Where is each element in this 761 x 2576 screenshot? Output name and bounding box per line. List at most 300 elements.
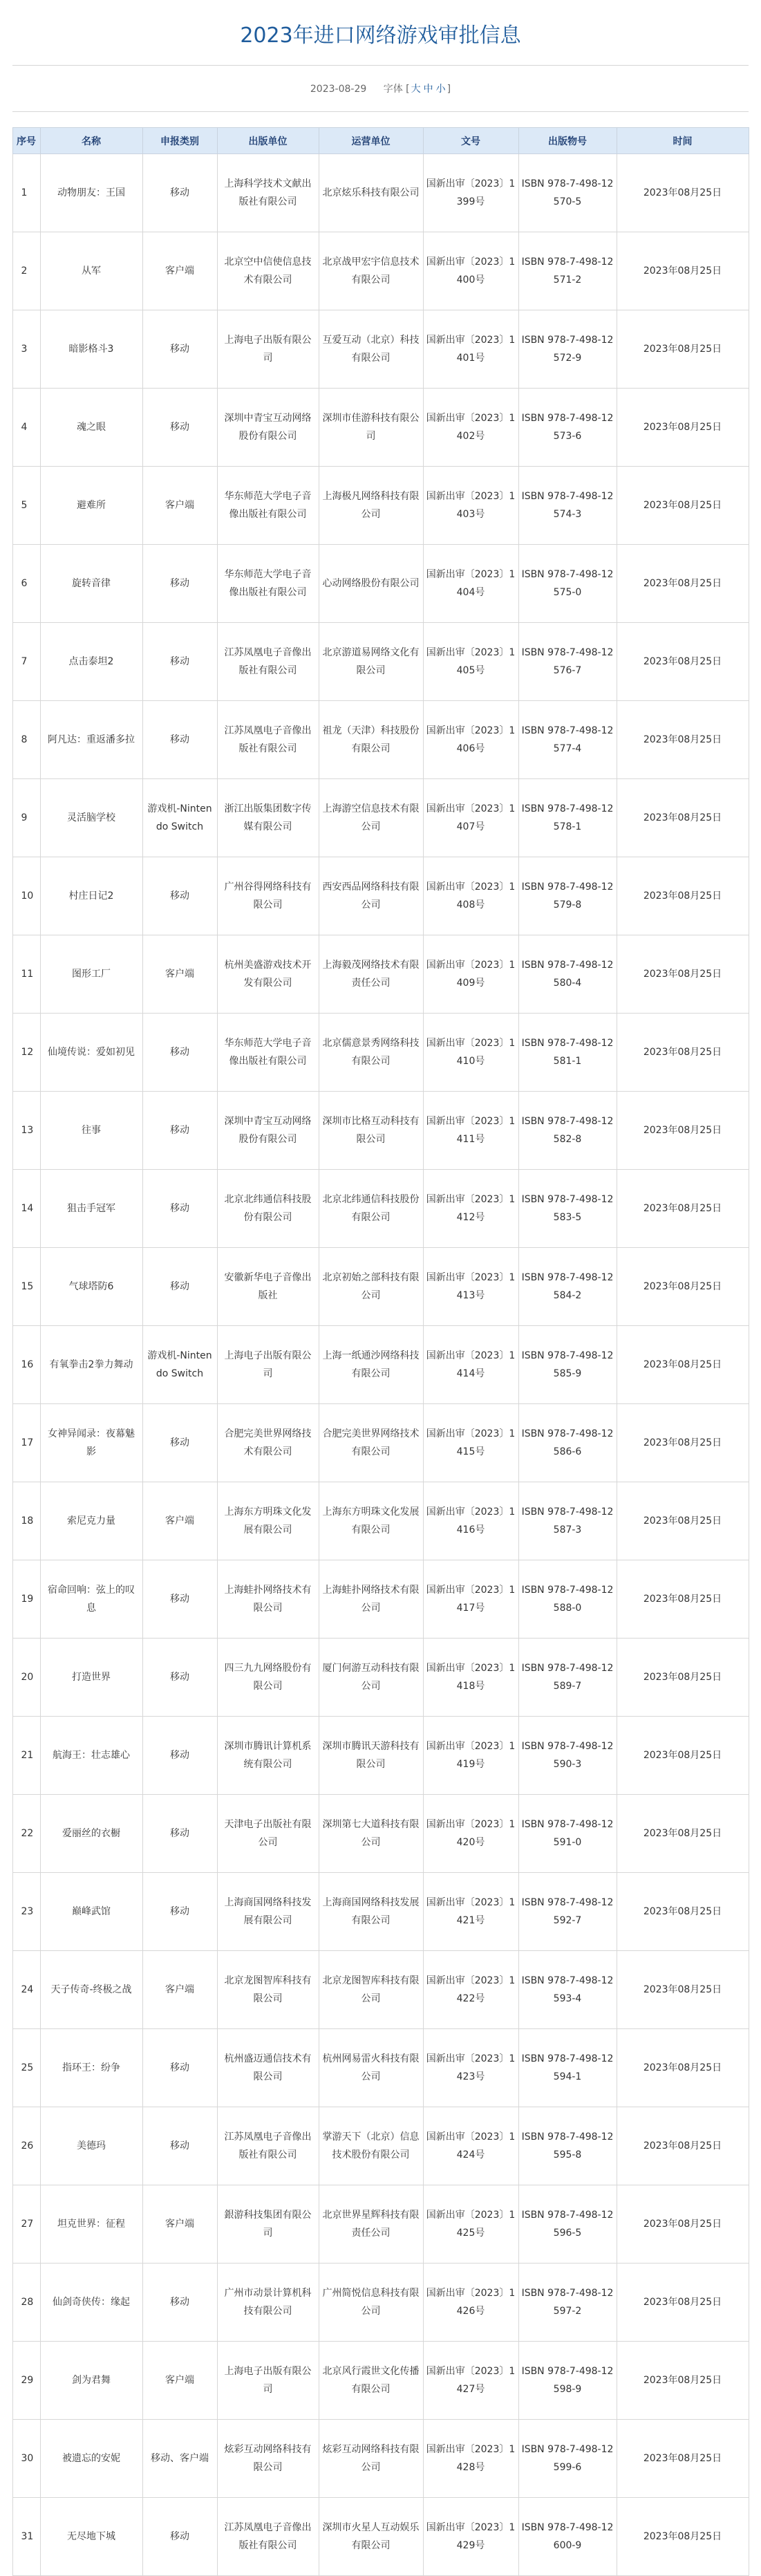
cell-category: 客户端 <box>142 467 217 545</box>
cell-doc-number: 国新出审〔2023〕1411号 <box>423 1092 518 1170</box>
cell-category: 客户端 <box>142 232 217 310</box>
cell-index: 4 <box>12 389 40 467</box>
cell-doc-number: 国新出审〔2023〕1408号 <box>423 857 518 935</box>
cell-isbn: ISBN 978-7-498-12571-2 <box>518 232 617 310</box>
cell-doc-number: 国新出审〔2023〕1402号 <box>423 389 518 467</box>
table-row <box>12 857 749 935</box>
cell-doc-number: 国新出审〔2023〕1421号 <box>423 1873 518 1951</box>
cell-category: 移动 <box>142 1170 217 1248</box>
cell-operator: 深圳市腾讯天游科技有限公司 <box>319 1717 423 1795</box>
cell-game-name: 航海王：壮志雄心 <box>40 1717 142 1795</box>
cell-index: 9 <box>12 779 40 857</box>
cell-operator: 北京北纬通信科技股份有限公司 <box>319 1170 423 1248</box>
cell-doc-number: 国新出审〔2023〕1404号 <box>423 545 518 623</box>
cell-game-name: 灵活脑学校 <box>40 779 142 857</box>
cell-isbn: ISBN 978-7-498-12592-7 <box>518 1873 617 1951</box>
cell-game-name: 点击泰坦2 <box>40 623 142 701</box>
col-header-date: 时间 <box>617 128 749 154</box>
bracket-open: [ <box>406 84 410 95</box>
cell-doc-number: 国新出审〔2023〕1424号 <box>423 2107 518 2185</box>
table-row <box>12 1326 749 1404</box>
cell-index: 28 <box>12 2264 40 2342</box>
approval-table <box>12 127 749 2576</box>
cell-isbn: ISBN 978-7-498-12579-8 <box>518 857 617 935</box>
cell-doc-number: 国新出审〔2023〕1400号 <box>423 232 518 310</box>
cell-publisher: 杭州盛迈通信技术有限公司 <box>217 2029 319 2107</box>
cell-operator: 北京儒意景秀网络科技有限公司 <box>319 1014 423 1092</box>
cell-category: 移动 <box>142 154 217 232</box>
cell-publisher: 上海东方明珠文化发展有限公司 <box>217 1482 319 1560</box>
cell-publisher: 四三九九网络股份有限公司 <box>217 1639 319 1717</box>
cell-index: 11 <box>12 935 40 1014</box>
cell-operator: 上海一纸通沙网络科技有限公司 <box>319 1326 423 1404</box>
cell-game-name: 阿凡达：重返潘多拉 <box>40 701 142 779</box>
cell-date: 2023年08月25日 <box>617 2264 749 2342</box>
cell-isbn: ISBN 978-7-498-12597-2 <box>518 2264 617 2342</box>
cell-date: 2023年08月25日 <box>617 857 749 935</box>
cell-isbn: ISBN 978-7-498-12572-9 <box>518 310 617 389</box>
cell-game-name: 被遗忘的安妮 <box>40 2420 142 2498</box>
cell-date: 2023年08月25日 <box>617 154 749 232</box>
cell-index: 5 <box>12 467 40 545</box>
cell-doc-number: 国新出审〔2023〕1414号 <box>423 1326 518 1404</box>
cell-doc-number: 国新出审〔2023〕1412号 <box>423 1170 518 1248</box>
table-row <box>12 2107 749 2185</box>
cell-date: 2023年08月25日 <box>617 1560 749 1639</box>
cell-category: 移动 <box>142 1873 217 1951</box>
table-row <box>12 1639 749 1717</box>
cell-publisher: 上海电子出版有限公司 <box>217 2342 319 2420</box>
table-row <box>12 1404 749 1482</box>
table-row <box>12 2498 749 2576</box>
cell-game-name: 剑为君舞 <box>40 2342 142 2420</box>
cell-publisher: 上海科学技术文献出版社有限公司 <box>217 154 319 232</box>
table-row <box>12 2420 749 2498</box>
cell-category: 客户端 <box>142 2342 217 2420</box>
cell-game-name: 往事 <box>40 1092 142 1170</box>
cell-isbn: ISBN 978-7-498-12599-6 <box>518 2420 617 2498</box>
cell-date: 2023年08月25日 <box>617 701 749 779</box>
cell-category: 移动 <box>142 1248 217 1326</box>
cell-category: 移动、客户端 <box>142 2420 217 2498</box>
table-row <box>12 1092 749 1170</box>
cell-operator: 北京游道易网络文化有限公司 <box>319 623 423 701</box>
cell-doc-number: 国新出审〔2023〕1427号 <box>423 2342 518 2420</box>
cell-isbn: ISBN 978-7-498-12583-5 <box>518 1170 617 1248</box>
cell-index: 8 <box>12 701 40 779</box>
cell-game-name: 村庄日记2 <box>40 857 142 935</box>
title-divider <box>12 65 749 66</box>
cell-doc-number: 国新出审〔2023〕1416号 <box>423 1482 518 1560</box>
cell-operator: 杭州网易雷火科技有限公司 <box>319 2029 423 2107</box>
cell-publisher: 江苏凤凰电子音像出版社有限公司 <box>217 623 319 701</box>
cell-index: 15 <box>12 1248 40 1326</box>
cell-index: 31 <box>12 2498 40 2576</box>
cell-category: 移动 <box>142 2107 217 2185</box>
cell-publisher: 合肥完美世界网络技术有限公司 <box>217 1404 319 1482</box>
cell-date: 2023年08月25日 <box>617 2185 749 2264</box>
cell-date: 2023年08月25日 <box>617 1482 749 1560</box>
cell-index: 16 <box>12 1326 40 1404</box>
cell-category: 游戏机-Nintendo Switch <box>142 1326 217 1404</box>
cell-date: 2023年08月25日 <box>617 935 749 1014</box>
cell-operator: 互爱互动（北京）科技有限公司 <box>319 310 423 389</box>
table-row <box>12 2029 749 2107</box>
cell-index: 20 <box>12 1639 40 1717</box>
cell-index: 13 <box>12 1092 40 1170</box>
cell-date: 2023年08月25日 <box>617 1873 749 1951</box>
cell-game-name: 旋转音律 <box>40 545 142 623</box>
cell-index: 17 <box>12 1404 40 1482</box>
cell-operator: 掌游天下（北京）信息技术股份有限公司 <box>319 2107 423 2185</box>
cell-index: 19 <box>12 1560 40 1639</box>
cell-publisher: 上海电子出版有限公司 <box>217 1326 319 1404</box>
cell-index: 10 <box>12 857 40 935</box>
cell-date: 2023年08月25日 <box>617 1248 749 1326</box>
table-row <box>12 545 749 623</box>
cell-doc-number: 国新出审〔2023〕1417号 <box>423 1560 518 1639</box>
cell-game-name: 动物朋友：王国 <box>40 154 142 232</box>
cell-index: 30 <box>12 2420 40 2498</box>
cell-game-name: 魂之眼 <box>40 389 142 467</box>
table-row <box>12 389 749 467</box>
cell-doc-number: 国新出审〔2023〕1419号 <box>423 1717 518 1795</box>
cell-game-name: 狙击手冠军 <box>40 1170 142 1248</box>
cell-date: 2023年08月25日 <box>617 1717 749 1795</box>
page-title: 2023年进口网络游戏审批信息 <box>240 24 521 48</box>
bracket-close: ] <box>447 84 451 95</box>
cell-index: 2 <box>12 232 40 310</box>
cell-index: 12 <box>12 1014 40 1092</box>
cell-category: 客户端 <box>142 935 217 1014</box>
cell-operator: 上海毅茂网络技术有限责任公司 <box>319 935 423 1014</box>
cell-operator: 北京风行霞世文化传播有限公司 <box>319 2342 423 2420</box>
font-size-label: 字体 <box>383 84 403 95</box>
cell-operator: 上海商国网络科技发展有限公司 <box>319 1873 423 1951</box>
cell-publisher: 上海电子出版有限公司 <box>217 310 319 389</box>
cell-publisher: 广州谷得网络科技有限公司 <box>217 857 319 935</box>
cell-game-name: 仙境传说：爱如初见 <box>40 1014 142 1092</box>
cell-date: 2023年08月25日 <box>617 1404 749 1482</box>
cell-isbn: ISBN 978-7-498-12573-6 <box>518 389 617 467</box>
cell-isbn: ISBN 978-7-498-12578-1 <box>518 779 617 857</box>
table-body <box>12 154 749 2576</box>
cell-operator: 上海东方明珠文化发展有限公司 <box>319 1482 423 1560</box>
cell-game-name: 打造世界 <box>40 1639 142 1717</box>
cell-date: 2023年08月25日 <box>617 232 749 310</box>
cell-publisher: 北京龙图智库科技有限公司 <box>217 1951 319 2029</box>
meta-divider <box>12 111 749 112</box>
cell-publisher: 华东师范大学电子音像出版社有限公司 <box>217 545 319 623</box>
cell-index: 22 <box>12 1795 40 1873</box>
cell-index: 18 <box>12 1482 40 1560</box>
cell-publisher: 深圳中青宝互动网络股份有限公司 <box>217 1092 319 1170</box>
cell-operator: 广州简悦信息科技有限公司 <box>319 2264 423 2342</box>
cell-index: 27 <box>12 2185 40 2264</box>
cell-doc-number: 国新出审〔2023〕1422号 <box>423 1951 518 2029</box>
cell-game-name: 爱丽丝的衣橱 <box>40 1795 142 1873</box>
cell-index: 26 <box>12 2107 40 2185</box>
cell-date: 2023年08月25日 <box>617 1795 749 1873</box>
cell-operator: 北京初始之部科技有限公司 <box>319 1248 423 1326</box>
cell-category: 移动 <box>142 2029 217 2107</box>
font-size-medium-link[interactable]: 中 <box>423 84 433 95</box>
table-row <box>12 701 749 779</box>
cell-category: 移动 <box>142 2498 217 2576</box>
col-header-operator: 运营单位 <box>319 128 423 154</box>
cell-isbn: ISBN 978-7-498-12595-8 <box>518 2107 617 2185</box>
cell-isbn: ISBN 978-7-498-12584-2 <box>518 1248 617 1326</box>
cell-isbn: ISBN 978-7-498-12587-3 <box>518 1482 617 1560</box>
cell-game-name: 无尽地下城 <box>40 2498 142 2576</box>
cell-publisher: 深圳市腾讯计算机系统有限公司 <box>217 1717 319 1795</box>
cell-category: 移动 <box>142 1092 217 1170</box>
cell-isbn: ISBN 978-7-498-12598-9 <box>518 2342 617 2420</box>
table-row <box>12 1717 749 1795</box>
cell-doc-number: 国新出审〔2023〕1407号 <box>423 779 518 857</box>
cell-operator: 西安西品网络科技有限公司 <box>319 857 423 935</box>
cell-isbn: ISBN 978-7-498-12580-4 <box>518 935 617 1014</box>
table-row <box>12 1170 749 1248</box>
cell-category: 客户端 <box>142 2185 217 2264</box>
cell-date: 2023年08月25日 <box>617 2342 749 2420</box>
table-row <box>12 154 749 232</box>
cell-operator: 合肥完美世界网络技术有限公司 <box>319 1404 423 1482</box>
table-row <box>12 1014 749 1092</box>
cell-date: 2023年08月25日 <box>617 389 749 467</box>
cell-date: 2023年08月25日 <box>617 2420 749 2498</box>
cell-isbn: ISBN 978-7-498-12575-0 <box>518 545 617 623</box>
cell-operator: 祖龙（天津）科技股份有限公司 <box>319 701 423 779</box>
cell-date: 2023年08月25日 <box>617 1014 749 1092</box>
cell-publisher: 华东师范大学电子音像出版社有限公司 <box>217 467 319 545</box>
cell-publisher: 安徽新华电子音像出版社 <box>217 1248 319 1326</box>
cell-category: 移动 <box>142 857 217 935</box>
cell-category: 移动 <box>142 1795 217 1873</box>
cell-game-name: 索尼克力量 <box>40 1482 142 1560</box>
cell-index: 21 <box>12 1717 40 1795</box>
cell-operator: 深圳第七大道科技有限公司 <box>319 1795 423 1873</box>
cell-publisher: 江苏凤凰电子音像出版社有限公司 <box>217 2498 319 2576</box>
cell-publisher: 銀游科技集团有限公司 <box>217 2185 319 2264</box>
cell-publisher: 炫彩互动网络科技有限公司 <box>217 2420 319 2498</box>
cell-game-name: 避难所 <box>40 467 142 545</box>
cell-index: 1 <box>12 154 40 232</box>
table-header-row <box>12 128 749 154</box>
cell-operator: 心动网络股份有限公司 <box>319 545 423 623</box>
cell-game-name: 有氧拳击2拳力舞动 <box>40 1326 142 1404</box>
cell-date: 2023年08月25日 <box>617 1639 749 1717</box>
cell-doc-number: 国新出审〔2023〕1409号 <box>423 935 518 1014</box>
font-size-control <box>384 84 451 95</box>
table-row <box>12 779 749 857</box>
col-header-publisher: 出版单位 <box>217 128 319 154</box>
cell-operator: 深圳市火星人互动娱乐有限公司 <box>319 2498 423 2576</box>
cell-category: 移动 <box>142 1639 217 1717</box>
cell-isbn: ISBN 978-7-498-12570-5 <box>518 154 617 232</box>
table-row <box>12 1248 749 1326</box>
cell-isbn: ISBN 978-7-498-12576-7 <box>518 623 617 701</box>
col-header-name: 名称 <box>40 128 142 154</box>
cell-doc-number: 国新出审〔2023〕1401号 <box>423 310 518 389</box>
table-row <box>12 2264 749 2342</box>
cell-publisher: 江苏凤凰电子音像出版社有限公司 <box>217 701 319 779</box>
cell-isbn: ISBN 978-7-498-12590-3 <box>518 1717 617 1795</box>
cell-date: 2023年08月25日 <box>617 2029 749 2107</box>
cell-category: 移动 <box>142 389 217 467</box>
table-row <box>12 1795 749 1873</box>
table-row <box>12 310 749 389</box>
cell-index: 24 <box>12 1951 40 2029</box>
cell-operator: 北京战甲宏宇信息技术有限公司 <box>319 232 423 310</box>
cell-isbn: ISBN 978-7-498-12588-0 <box>518 1560 617 1639</box>
cell-category: 移动 <box>142 701 217 779</box>
cell-date: 2023年08月25日 <box>617 1951 749 2029</box>
cell-operator: 炫彩互动网络科技有限公司 <box>319 2420 423 2498</box>
cell-operator: 北京世界星辉科技有限责任公司 <box>319 2185 423 2264</box>
cell-doc-number: 国新出审〔2023〕1428号 <box>423 2420 518 2498</box>
cell-index: 14 <box>12 1170 40 1248</box>
col-header-doc-number: 文号 <box>423 128 518 154</box>
font-size-small-link[interactable]: 小 <box>435 84 446 95</box>
cell-date: 2023年08月25日 <box>617 2107 749 2185</box>
cell-isbn: ISBN 978-7-498-12586-6 <box>518 1404 617 1482</box>
cell-isbn: ISBN 978-7-498-12600-9 <box>518 2498 617 2576</box>
cell-game-name: 宿命回响：弦上的叹息 <box>40 1560 142 1639</box>
cell-publisher: 上海蛙扑网络技术有限公司 <box>217 1560 319 1639</box>
cell-isbn: ISBN 978-7-498-12585-9 <box>518 1326 617 1404</box>
font-size-large-link[interactable]: 大 <box>411 84 421 95</box>
cell-isbn: ISBN 978-7-498-12589-7 <box>518 1639 617 1717</box>
cell-doc-number: 国新出审〔2023〕1426号 <box>423 2264 518 2342</box>
table-row <box>12 935 749 1014</box>
cell-doc-number: 国新出审〔2023〕1418号 <box>423 1639 518 1717</box>
cell-category: 移动 <box>142 545 217 623</box>
col-header-category: 申报类别 <box>142 128 217 154</box>
cell-isbn: ISBN 978-7-498-12593-4 <box>518 1951 617 2029</box>
cell-isbn: ISBN 978-7-498-12574-3 <box>518 467 617 545</box>
cell-doc-number: 国新出审〔2023〕1406号 <box>423 701 518 779</box>
cell-category: 游戏机-Nintendo Switch <box>142 779 217 857</box>
cell-operator: 上海蛙扑网络技术有限公司 <box>319 1560 423 1639</box>
publish-date: 2023-08-29 <box>310 84 367 95</box>
cell-isbn: ISBN 978-7-498-12581-1 <box>518 1014 617 1092</box>
cell-date: 2023年08月25日 <box>617 310 749 389</box>
cell-publisher: 浙江出版集团数字传媒有限公司 <box>217 779 319 857</box>
table-row <box>12 1951 749 2029</box>
cell-date: 2023年08月25日 <box>617 1170 749 1248</box>
cell-category: 移动 <box>142 1404 217 1482</box>
cell-date: 2023年08月25日 <box>617 1326 749 1404</box>
cell-publisher: 北京北纬通信科技股份有限公司 <box>217 1170 319 1248</box>
cell-isbn: ISBN 978-7-498-12594-1 <box>518 2029 617 2107</box>
cell-doc-number: 国新出审〔2023〕1415号 <box>423 1404 518 1482</box>
cell-doc-number: 国新出审〔2023〕1403号 <box>423 467 518 545</box>
cell-index: 23 <box>12 1873 40 1951</box>
cell-publisher: 上海商国网络科技发展有限公司 <box>217 1873 319 1951</box>
cell-game-name: 图形工厂 <box>40 935 142 1014</box>
cell-date: 2023年08月25日 <box>617 545 749 623</box>
cell-index: 25 <box>12 2029 40 2107</box>
cell-operator: 厦门何游互动科技有限公司 <box>319 1639 423 1717</box>
cell-publisher: 深圳中青宝互动网络股份有限公司 <box>217 389 319 467</box>
cell-category: 移动 <box>142 310 217 389</box>
cell-operator: 深圳市佳游科技有限公司 <box>319 389 423 467</box>
cell-doc-number: 国新出审〔2023〕1410号 <box>423 1014 518 1092</box>
cell-game-name: 暗影格斗3 <box>40 310 142 389</box>
cell-game-name: 坦克世界：征程 <box>40 2185 142 2264</box>
cell-doc-number: 国新出审〔2023〕1423号 <box>423 2029 518 2107</box>
cell-game-name: 仙剑奇侠传：缘起 <box>40 2264 142 2342</box>
cell-isbn: ISBN 978-7-498-12577-4 <box>518 701 617 779</box>
table-row <box>12 623 749 701</box>
cell-game-name: 美德玛 <box>40 2107 142 2185</box>
table-row <box>12 2342 749 2420</box>
cell-game-name: 女神异闻录：夜幕魅影 <box>40 1404 142 1482</box>
cell-doc-number: 国新出审〔2023〕1420号 <box>423 1795 518 1873</box>
cell-category: 客户端 <box>142 1951 217 2029</box>
cell-index: 6 <box>12 545 40 623</box>
article-meta <box>0 75 761 103</box>
table-row <box>12 1873 749 1951</box>
cell-index: 3 <box>12 310 40 389</box>
cell-game-name: 气球塔防6 <box>40 1248 142 1326</box>
cell-category: 移动 <box>142 1717 217 1795</box>
cell-publisher: 广州市动景计算机科技有限公司 <box>217 2264 319 2342</box>
cell-category: 客户端 <box>142 1482 217 1560</box>
cell-game-name: 巅峰武馆 <box>40 1873 142 1951</box>
cell-isbn: ISBN 978-7-498-12596-5 <box>518 2185 617 2264</box>
table-row <box>12 1482 749 1560</box>
cell-date: 2023年08月25日 <box>617 1092 749 1170</box>
cell-game-name: 天子传奇-终极之战 <box>40 1951 142 2029</box>
cell-doc-number: 国新出审〔2023〕1429号 <box>423 2498 518 2576</box>
col-header-index: 序号 <box>12 128 40 154</box>
cell-date: 2023年08月25日 <box>617 623 749 701</box>
cell-game-name: 从军 <box>40 232 142 310</box>
cell-publisher: 江苏凤凰电子音像出版社有限公司 <box>217 2107 319 2185</box>
cell-date: 2023年08月25日 <box>617 2498 749 2576</box>
cell-date: 2023年08月25日 <box>617 467 749 545</box>
cell-isbn: ISBN 978-7-498-12591-0 <box>518 1795 617 1873</box>
cell-operator: 上海游空信息技术有限公司 <box>319 779 423 857</box>
cell-date: 2023年08月25日 <box>617 779 749 857</box>
table-row <box>12 1560 749 1639</box>
cell-publisher: 华东师范大学电子音像出版社有限公司 <box>217 1014 319 1092</box>
cell-category: 移动 <box>142 2264 217 2342</box>
cell-operator: 上海极凡网络科技有限公司 <box>319 467 423 545</box>
cell-category: 移动 <box>142 623 217 701</box>
cell-index: 7 <box>12 623 40 701</box>
cell-game-name: 指环王：纷争 <box>40 2029 142 2107</box>
cell-publisher: 北京空中信使信息技术有限公司 <box>217 232 319 310</box>
cell-isbn: ISBN 978-7-498-12582-8 <box>518 1092 617 1170</box>
table-row <box>12 2185 749 2264</box>
cell-doc-number: 国新出审〔2023〕1405号 <box>423 623 518 701</box>
table-row <box>12 232 749 310</box>
cell-doc-number: 国新出审〔2023〕1413号 <box>423 1248 518 1326</box>
cell-category: 移动 <box>142 1014 217 1092</box>
cell-index: 29 <box>12 2342 40 2420</box>
col-header-isbn: 出版物号 <box>518 128 617 154</box>
cell-operator: 北京龙图智库科技有限公司 <box>319 1951 423 2029</box>
cell-doc-number: 国新出审〔2023〕1425号 <box>423 2185 518 2264</box>
cell-operator: 北京炫乐科技有限公司 <box>319 154 423 232</box>
cell-publisher: 杭州美盛游戏技术开发有限公司 <box>217 935 319 1014</box>
cell-doc-number: 国新出审〔2023〕1399号 <box>423 154 518 232</box>
cell-publisher: 天津电子出版社有限公司 <box>217 1795 319 1873</box>
table-row <box>12 467 749 545</box>
